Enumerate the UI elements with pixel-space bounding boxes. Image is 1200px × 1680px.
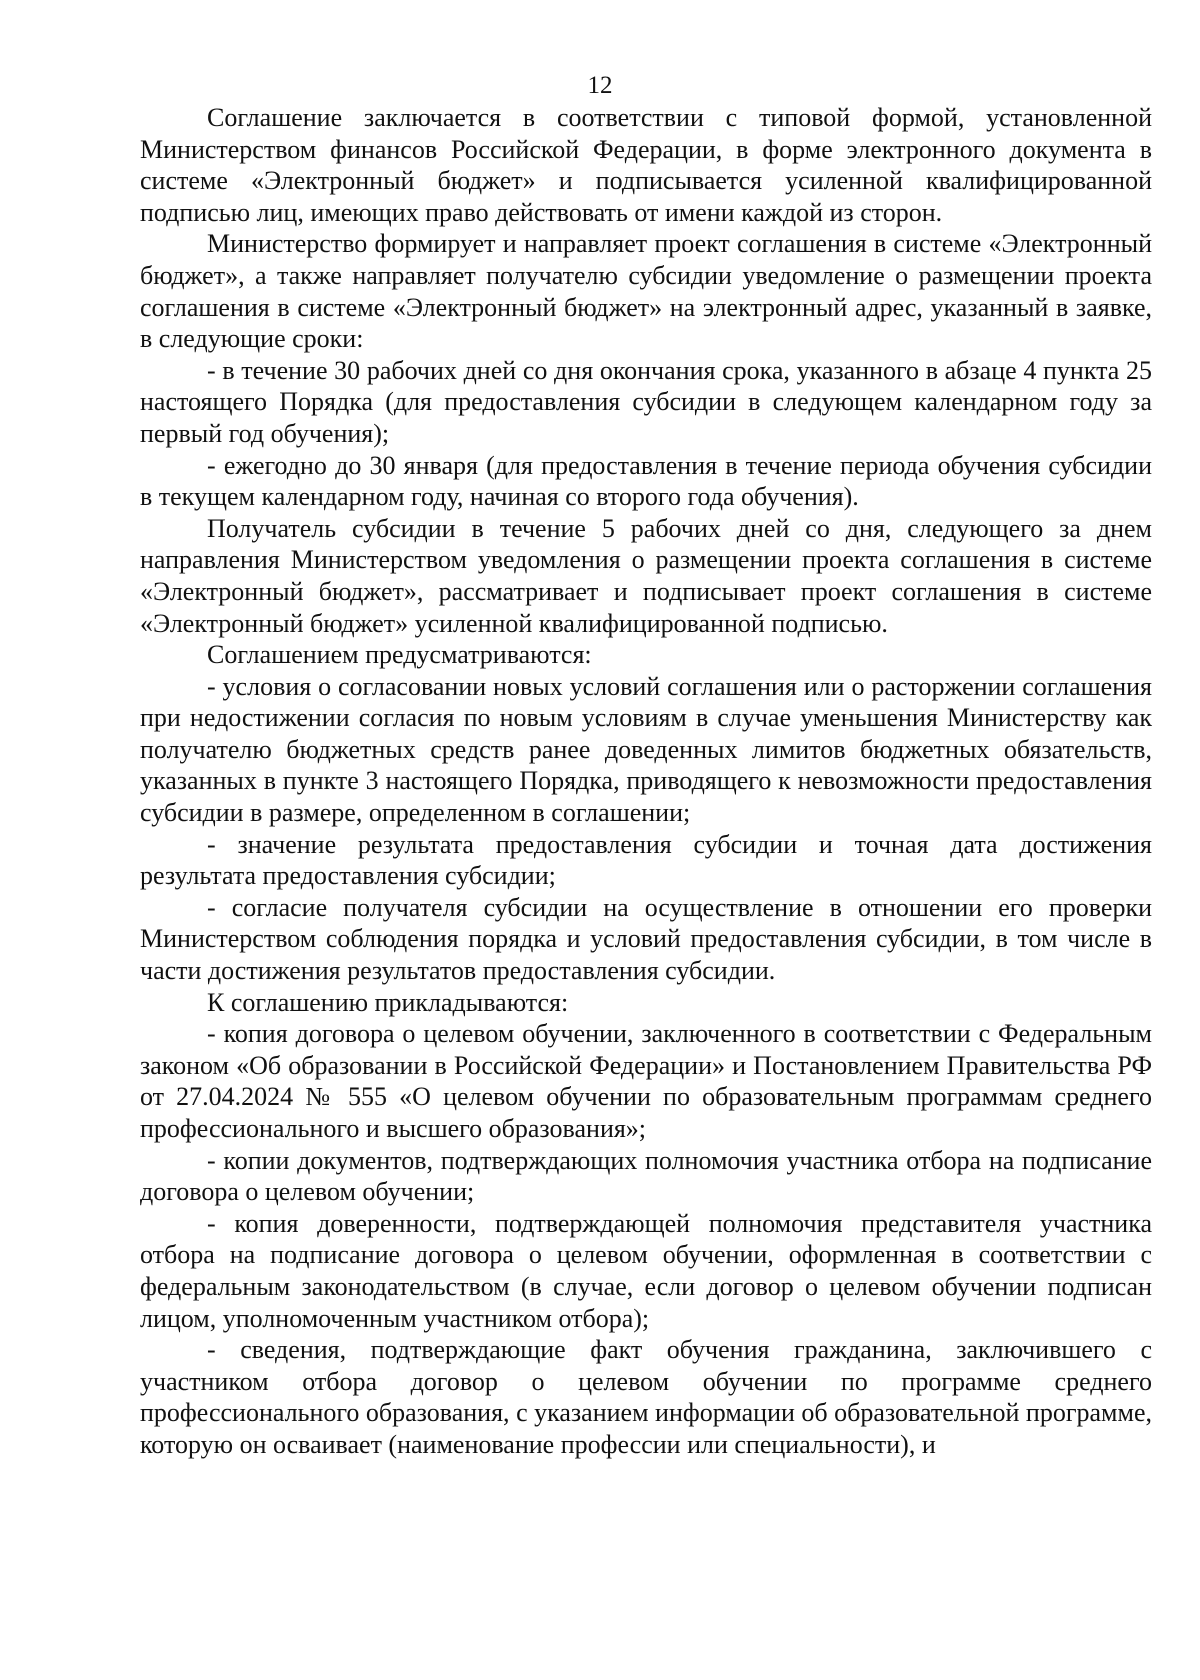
- list-item-deadline-30-days: - в течение 30 рабочих дней со дня окончания срока, указанного в абзаце 4 пункта 25 настоящего Порядка (для предоставления субсидии в следующем календарном году за первый год обучения);: [140, 355, 1152, 448]
- list-item-result-value: - значение результата предоставления субсидии и точная дата достижения результата предоставления субсидии;: [140, 829, 1152, 891]
- list-item-contract-copy: - копия договора о целевом обучении, заключенного в соответствии с Федеральным законом «Об образовании в Российской Федерации» и Постановлением Правительства РФ от 27.04.2024 № 555 «О целевом обучении по образовательным программам среднего профессионального и высшего образования»;: [140, 1019, 1152, 1143]
- list-item-inspection-consent: - согласие получателя субсидии на осуществление в отношении его проверки Министерством соблюдения порядка и условий предоставления субсидии, в том числе в части достижения результатов предоставления субсидии.: [140, 892, 1152, 986]
- document-body: [140, 102, 1152, 1461]
- paragraph-ministry-draft: Министерство формирует и направляет проект соглашения в системе «Электронный бюджет», а также направляет получателю субсидии уведомление о размещении проекта соглашения в системе «Электронный бюджет» на электронный адрес, указанный в заявке, в следующие сроки:: [140, 229, 1152, 354]
- paragraph-agreement-provisions-heading: Соглашением предусматриваются:: [207, 640, 592, 670]
- list-item-power-of-attorney: - копия доверенности, подтверждающей полномочия представителя участника отбора на подписание договора о целевом обучении, оформленная в соответствии с федеральным законодательством (в случае, если договор о целевом обучении подписан лицом, уполномоченным участником отбора);: [140, 1208, 1152, 1333]
- paragraph-agreement-form: Соглашение заключается в соответствии с типовой формой, установленной Министерством финансов Российской Федерации, в форме электронного документа в системе «Электронный бюджет» и подписывается усиленной квалифицированной подписью лиц, имеющих право действовать от имени каждой из сторон.: [140, 103, 1152, 227]
- paragraph-attachments-heading: К соглашению прикладываются:: [207, 987, 569, 1017]
- list-item-deadline-january: - ежегодно до 30 января (для предоставления в течение периода обучения субсидии в текущем календарном году, начиная со второго года обучения).: [140, 450, 1152, 512]
- list-item-authority-documents: - копии документов, подтверждающих полномочия участника отбора на подписание договора о целевом обучении;: [140, 1145, 1152, 1207]
- list-item-new-conditions: - условия о согласовании новых условий соглашения или о расторжении соглашения при недостижении согласия по новым условиям в случае уменьшения Министерству как получателю бюджетных средств ранее доведенных лимитов бюджетных обязательств, указанных в пункте 3 настоящего Порядка, приводящего к невозможности предоставления субсидии в размере, определенном в соглашении;: [140, 671, 1152, 828]
- paragraph-recipient-signing: Получатель субсидии в течение 5 рабочих дней со дня, следующего за днем направления Министерством уведомления о размещении проекта соглашения в системе «Электронный бюджет», рассматривает и подписывает проект соглашения в системе «Электронный бюджет» усиленной квалифицированной подписью.: [140, 513, 1152, 638]
- page-number: 12: [587, 72, 613, 99]
- list-item-study-evidence: - сведения, подтверждающие факт обучения гражданина, заключившего с участником отбора договор о целевом обучении по программе среднего профессионального образования, с указанием информации об образовательной программе, которую он осваивает (наименование профессии или специальности), и: [140, 1335, 1152, 1459]
